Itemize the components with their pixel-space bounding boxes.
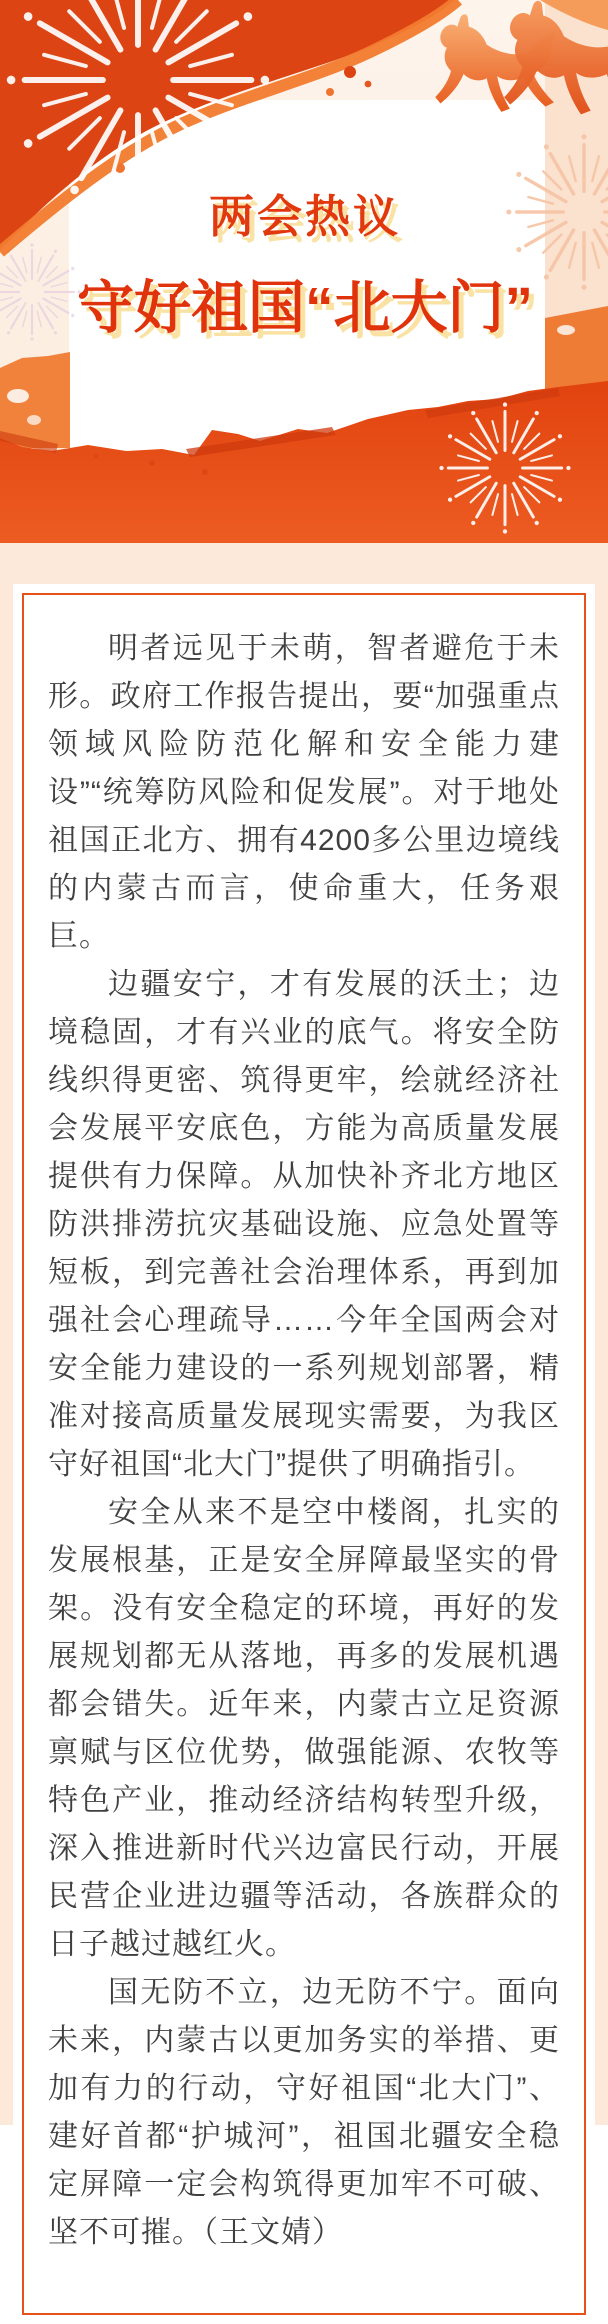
article-body xyxy=(0,543,608,2324)
article-paragraph: 边疆安宁，才有发展的沃土；边境稳固，才有兴业的底气。将安全防线织得更密、筑得更牢，绘就经济社会发展平安底色，方能为高质量发展提供有力保障。从加快补齐北方地区防洪排涝抗灾基础设施、应急处置等短板，到完善社会治理体系，再到加强社会心理疏导……今年全国两会对安全能力建设的一系列规划部署，精准对接高质量发展现实需要，为我区守好祖国“北大门”提供了明确指引。 xyxy=(48,968,560,1481)
article-card-mat xyxy=(13,584,595,2324)
article-paragraph: 国无防不立，边无防不宁。面向未来，内蒙古以更加务实的举措、更加有力的行动，守好祖国“北大门”、建好首都“护城河”，祖国北疆安全稳定屏障一定会构筑得更加牢不可破、坚不可摧。（王文婧） xyxy=(48,1976,560,2249)
header-banner xyxy=(0,0,608,543)
article-paragraph: 明者远见于未萌，智者避危于未形。政府工作报告提出，要“加强重点领域风险防范化解和安全能力建设”“统筹防风险和促发展”。对于地处祖国正北方、拥有4200多公里边境线的内蒙古而言，使命重大，任务艰巨。 xyxy=(48,632,560,953)
header-badge-title: 两会热议 xyxy=(208,191,401,242)
page-title: 守好祖国“北大门” xyxy=(77,276,533,340)
article-card xyxy=(22,593,586,2315)
article-paragraph: 安全从来不是空中楼阁，扎实的发展根基，正是安全屏障最坚实的骨架。没有安全稳定的环境，再好的发展规划都无从落地，再多的发展机遇都会错失。近年来，内蒙古立足资源禀赋与区位优势，做强能源、农牧等特色产业，推动经济结构转型升级，深入推进新时代兴边富民行动，开展民营企业进边疆等活动，各族群众的日子越过越红火。 xyxy=(48,1496,560,1961)
